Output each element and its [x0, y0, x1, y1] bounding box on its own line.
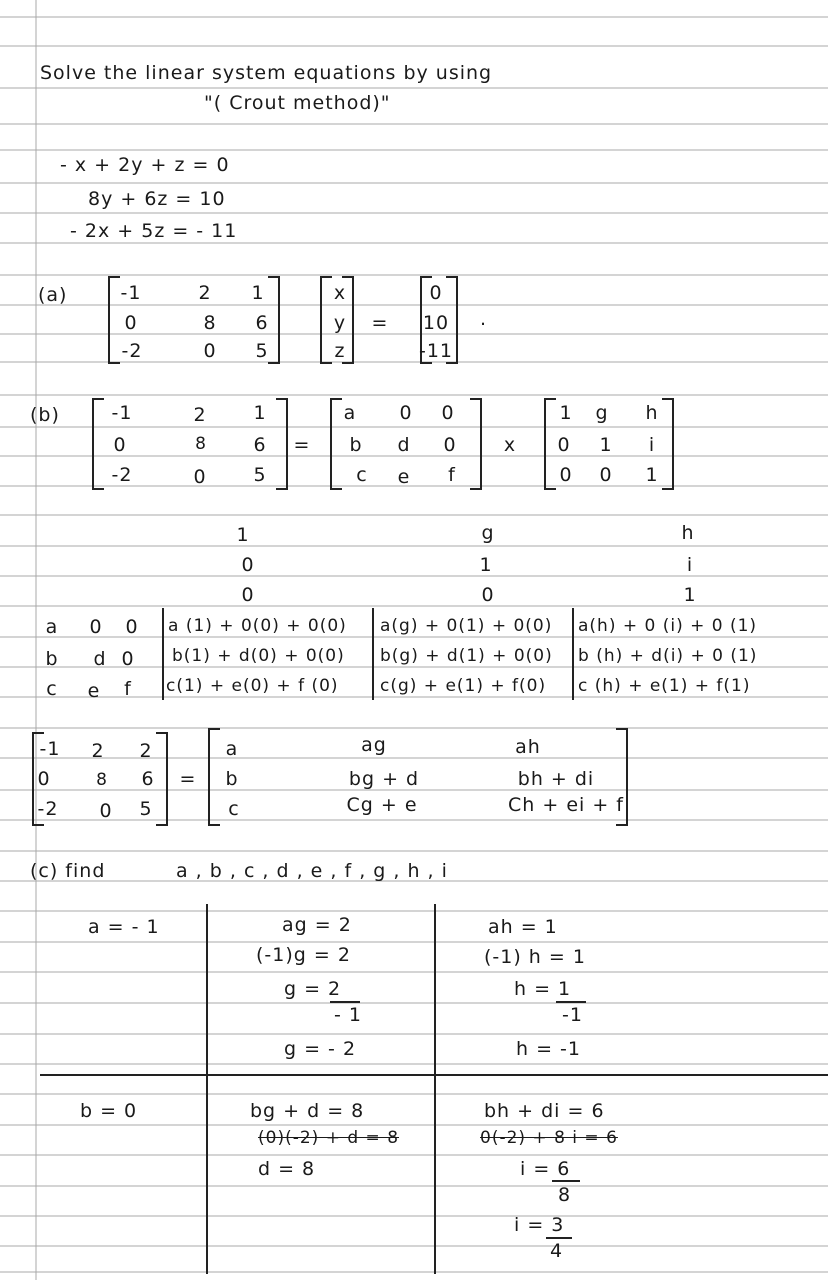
matrix-b-right-bracket	[276, 398, 288, 490]
part-a-label: (a)	[38, 284, 68, 306]
result-a-cell: -1	[39, 738, 61, 760]
matrix-a-cell: -2	[121, 340, 143, 362]
matrix-l-cell: 0	[399, 402, 413, 424]
h-step: h = 1	[514, 978, 572, 1000]
fraction-bar	[546, 1237, 572, 1239]
table-col-head: i	[686, 554, 694, 576]
g-step: (-1)g = 2	[256, 944, 351, 966]
column-divider	[434, 904, 436, 1274]
result-lu-cell: bh + di	[517, 768, 595, 790]
matrix-u-right-bracket	[662, 398, 674, 490]
h-step: (-1) h = 1	[484, 946, 586, 968]
fraction-bar	[330, 1001, 360, 1003]
table-col-head: 0	[241, 554, 255, 576]
column-divider	[206, 904, 208, 1274]
vars-left-bracket	[320, 276, 332, 364]
matrix-u-cell: i	[648, 434, 656, 456]
result-a-cell: 6	[141, 768, 155, 790]
section-divider	[40, 1074, 828, 1076]
equals-sign: =	[371, 312, 389, 334]
rhs-value: -11	[418, 340, 454, 362]
h-step: ah = 1	[488, 916, 558, 938]
matrix-b-left-bracket	[92, 398, 104, 490]
i-step: 8	[558, 1184, 572, 1206]
matrix-u-cell: 0	[557, 434, 571, 456]
matrix-u-cell: h	[645, 402, 659, 424]
matrix-u-left-bracket	[544, 398, 556, 490]
result-lu-cell: b	[225, 768, 239, 790]
table-col-head: g	[481, 522, 495, 544]
matrix-b-cell: 5	[253, 464, 267, 486]
matrix-l-cell: b	[349, 434, 363, 456]
matrix-b-cell: -2	[111, 464, 133, 486]
result-a-cell: 0	[37, 768, 51, 790]
result-lu-cell: Cg + e	[346, 794, 418, 816]
matrix-l-cell: e	[397, 466, 411, 488]
matrix-l-left-bracket	[330, 398, 342, 490]
matrix-u-cell: 1	[559, 402, 573, 424]
fraction-bar	[556, 1001, 586, 1003]
result-lu-cell: c	[228, 798, 240, 820]
matrix-u-cell: 1	[599, 434, 613, 456]
part-c-unknowns: a , b , c , d , e , f , g , h , i	[176, 860, 448, 882]
fraction-bar	[552, 1180, 580, 1182]
table-divider	[162, 608, 164, 700]
table-col-head: h	[681, 522, 695, 544]
table-cell: c (h) + e(1) + f(1)	[578, 676, 751, 696]
rhs-value: 10	[422, 312, 450, 334]
result-lu-cell: ag	[361, 734, 387, 756]
table-cell: c(g) + e(1) + f(0)	[380, 676, 547, 696]
matrix-l-cell: c	[356, 464, 368, 486]
equals-sign: =	[179, 768, 197, 790]
matrix-b-cell: 0	[113, 434, 127, 456]
result-a-cell: -2	[37, 798, 59, 820]
table-divider	[572, 608, 574, 700]
result-a-cell: 0	[99, 800, 113, 822]
table-col-head: 1	[236, 524, 250, 546]
i-step: bh + di = 6	[484, 1100, 605, 1122]
b-result: b = 0	[80, 1100, 138, 1122]
matrix-l-cell: a	[343, 402, 357, 424]
i-step: 0(-2) + 8 i = 6	[480, 1128, 618, 1148]
i-result: i = 3	[514, 1214, 565, 1236]
table-row-head: 0	[89, 616, 103, 638]
result-a-right-bracket	[156, 732, 168, 826]
matrix-a-cell: 8	[203, 312, 217, 334]
result-lu-cell: bg + d	[348, 768, 420, 790]
var-x: x	[333, 282, 347, 304]
g-step: - 1	[334, 1004, 362, 1026]
table-row-head: d	[93, 648, 107, 670]
result-a-cell: 2	[91, 740, 105, 762]
part-b-label: (b)	[30, 404, 60, 426]
matrix-u-cell: g	[595, 402, 609, 424]
part-c-label: (c) find	[30, 860, 106, 882]
table-row-head: a	[45, 616, 59, 638]
result-lu-cell: a	[225, 738, 239, 760]
table-col-head: 1	[683, 584, 697, 606]
matrix-l-cell: f	[448, 464, 456, 486]
h-result: h = -1	[516, 1038, 581, 1060]
equation-2: 8y + 6z = 10	[88, 188, 226, 210]
result-lu-cell: ah	[515, 736, 541, 758]
matrix-b-cell: 6	[253, 434, 267, 456]
matrix-a-cell: 6	[255, 312, 269, 334]
table-col-head: 1	[479, 554, 493, 576]
matrix-a-cell: 5	[255, 340, 269, 362]
d-step: bg + d = 8	[250, 1100, 365, 1122]
matrix-a-cell: 1	[251, 282, 265, 304]
matrix-a-cell: 2	[198, 282, 212, 304]
table-cell: b(1) + d(0) + 0(0)	[172, 646, 345, 666]
var-z: z	[334, 340, 346, 362]
table-col-head: 0	[481, 584, 495, 606]
table-row-head: b	[45, 648, 59, 670]
dot: .	[480, 308, 488, 330]
g-step: ag = 2	[282, 914, 352, 936]
table-cell: a(h) + 0 (i) + 0 (1)	[578, 616, 758, 636]
equals-sign: =	[293, 434, 311, 456]
matrix-l-cell: 0	[443, 434, 457, 456]
result-a-cell: 8	[96, 770, 108, 790]
matrix-a-cell: 0	[203, 340, 217, 362]
table-cell: c(1) + e(0) + f (0)	[166, 676, 339, 696]
result-a-cell: 2	[139, 740, 153, 762]
equation-3: - 2x + 5z = - 11	[70, 220, 238, 242]
var-y: y	[333, 312, 347, 334]
d-result: d = 8	[258, 1158, 316, 1180]
matrix-a-right-bracket	[268, 276, 280, 364]
table-divider	[372, 608, 374, 700]
g-step: g = 2	[284, 978, 342, 1000]
result-lu-cell: Ch + ei + f	[508, 794, 624, 816]
matrix-a-left-bracket	[108, 276, 120, 364]
table-row-head: f	[124, 678, 132, 700]
table-row-head: e	[87, 680, 101, 702]
matrix-a-cell: -1	[120, 282, 142, 304]
table-cell: b (h) + d(i) + 0 (1)	[578, 646, 758, 666]
table-row-head: 0	[125, 616, 139, 638]
matrix-b-cell: 8	[195, 434, 207, 454]
title-line-2: "( Crout method)"	[204, 92, 391, 114]
result-lu-left-bracket	[208, 728, 220, 826]
matrix-l-cell: 0	[441, 402, 455, 424]
i-step: i = 6	[520, 1158, 571, 1180]
matrix-b-cell: -1	[111, 402, 133, 424]
result-a-cell: 5	[139, 798, 153, 820]
matrix-b-cell: 1	[253, 402, 267, 424]
times-sign: x	[503, 434, 517, 456]
table-row-head: 0	[121, 648, 135, 670]
table-cell: a(g) + 0(1) + 0(0)	[380, 616, 553, 636]
equation-1: - x + 2y + z = 0	[60, 154, 230, 176]
matrix-b-cell: 2	[193, 404, 207, 426]
matrix-u-cell: 1	[645, 464, 659, 486]
table-cell: b(g) + d(1) + 0(0)	[380, 646, 553, 666]
g-result: g = - 2	[284, 1038, 357, 1060]
matrix-b-cell: 0	[193, 466, 207, 488]
rhs-value: 0	[429, 282, 443, 304]
table-col-head: 0	[241, 584, 255, 606]
table-row-head: c	[46, 678, 58, 700]
matrix-l-cell: d	[397, 434, 411, 456]
d-step: (0)(-2) + d = 8	[258, 1128, 400, 1148]
h-step: -1	[562, 1004, 583, 1026]
matrix-u-cell: 0	[599, 464, 613, 486]
matrix-u-cell: 0	[559, 464, 573, 486]
title-line-1: Solve the linear system equations by using	[40, 62, 493, 84]
table-cell: a (1) + 0(0) + 0(0)	[168, 616, 347, 636]
matrix-a-cell: 0	[124, 312, 138, 334]
a-result: a = - 1	[88, 916, 160, 938]
i-result: 4	[550, 1240, 564, 1262]
matrix-l-right-bracket	[470, 398, 482, 490]
